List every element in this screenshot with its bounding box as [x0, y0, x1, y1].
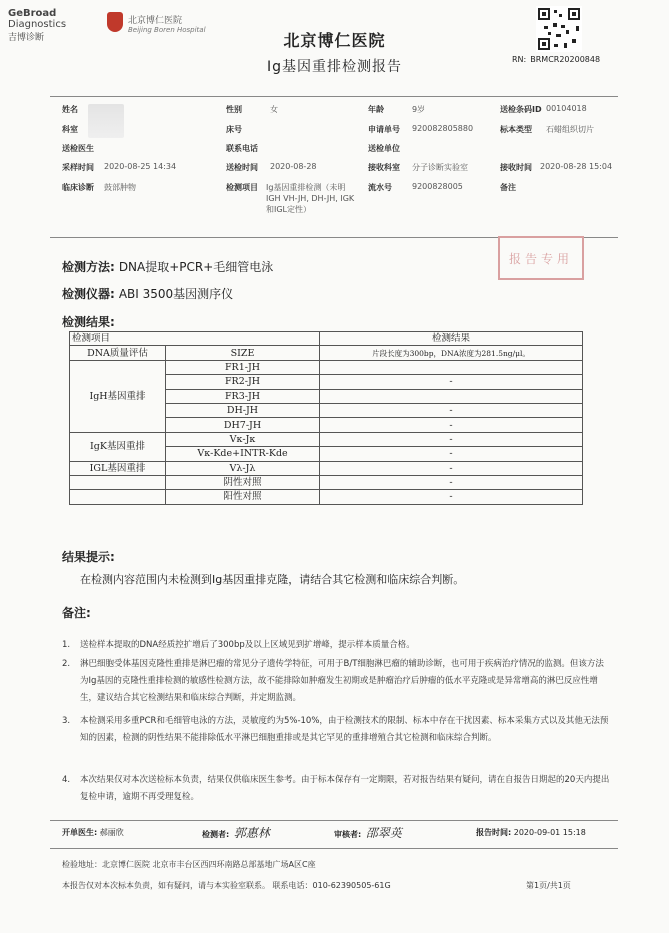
note-item — [62, 713, 610, 747]
igh-item: DH-JH — [166, 403, 320, 417]
name-label: 姓名 — [62, 105, 78, 114]
igk-item: Vκ-Jκ — [166, 432, 320, 446]
igh-item: FR2-JH — [166, 375, 320, 389]
notes-label: 备注: — [62, 606, 91, 620]
doctor-label: 送检医生 — [62, 144, 94, 153]
conclusion-text: 在检测内容范围内未检测到Ig基因重排克隆，请结合其它检测和临床综合判断。 — [80, 573, 465, 586]
igl-group: IGL基因重排 — [70, 461, 166, 475]
serial-label: 流水号 — [368, 183, 392, 192]
col-item-header: 检测项目 — [70, 332, 320, 346]
note-number: 1. — [62, 640, 71, 650]
unit-label: 送检单位 — [368, 144, 400, 153]
method-label: 检测方法: — [62, 260, 115, 274]
igh-item: FR1-JH — [166, 360, 320, 374]
qr-code-icon — [536, 6, 582, 52]
footer-address: 检验地址：北京博仁医院 北京市丰台区西四环南路总部基地广场A区C座 — [62, 860, 316, 869]
method-line — [62, 258, 273, 275]
igh-item: FR3-JH — [166, 389, 320, 403]
operator-label: 开单医生: — [62, 828, 98, 837]
bed-label: 床号 — [226, 125, 242, 134]
qc-item: SIZE — [166, 346, 320, 360]
divider-top — [50, 96, 618, 97]
diagnosis-value: 鼓部肿物 — [104, 183, 136, 192]
send-time-label: 送检时间 — [226, 163, 258, 172]
note-item — [62, 656, 610, 707]
igk-group: IgK基因重排 — [70, 432, 166, 461]
igk-result: - — [320, 432, 583, 446]
table-row — [70, 346, 583, 360]
serial-value: 9200828005 — [412, 182, 463, 191]
remark-label: 备注 — [500, 183, 516, 192]
items-value: Ig基因重排检测（未明IGH VH-JH, DH-JH, IGK和IGL定性） — [266, 183, 355, 214]
dept-label: 科室 — [62, 125, 78, 134]
qc-result: 片段长度为300bp，DNA浓度为281.5ng/μl。 — [320, 346, 583, 360]
age-value: 9岁 — [412, 105, 426, 114]
neg-result: - — [320, 475, 583, 489]
table-row — [70, 475, 583, 489]
note-text: 送检样本提取的DNA经质控扩增后了300bp及以上区域见到扩增峰，提示样本质量合格。 — [80, 640, 415, 650]
hospital-logo-cn: 北京博仁医院 — [128, 16, 183, 26]
note-item — [62, 637, 610, 654]
divider-sign — [50, 820, 618, 821]
note-text: 本检测采用多重PCR和毛细管电泳的方法，灵敏度约为5%-10%，由于检测技术的限制、标本中存在干扰因素、标本采集方式以及其他无法预知的因素，检测的阴性结果不能排除低水平淋巴细胞重排或是其它罕见的重排增殖合其它检测和临床综合判断。 — [80, 716, 609, 743]
igh-result: - — [320, 375, 583, 389]
igh-result — [320, 360, 583, 374]
receive-unit-label: 接收科室 — [368, 163, 400, 172]
send-time-value: 2020-08-28 — [270, 162, 317, 171]
report-number — [512, 55, 600, 64]
pos-control: 阳性对照 — [166, 490, 320, 504]
diagnosis-label: 临床诊断 — [62, 183, 94, 192]
results-table — [69, 331, 583, 505]
note-text: 本次结果仅对本次送检标本负责，结果仅供临床医生参考。由于标本保存有一定期限，若对报告结果有疑问，请在自报告日期起的20天内提出复检申请，逾期不再受理复检。 — [80, 775, 610, 802]
table-row — [70, 490, 583, 504]
hospital-name: 北京博仁医院 — [283, 31, 386, 50]
sex-value: 女 — [270, 105, 278, 114]
hospital-logo-en: Beijing Boren Hospital — [128, 26, 206, 34]
conclusion-label: 结果提示: — [62, 550, 115, 564]
igk-result: - — [320, 447, 583, 461]
method-value: DNA提取+PCR+毛细管电泳 — [118, 260, 274, 274]
instrument-line — [62, 285, 233, 302]
apply-no-label: 申请单号 — [368, 125, 400, 134]
page-number: 第1页/共1页 — [526, 881, 571, 890]
operator-sig — [62, 827, 124, 838]
reviewer-label: 审核者: — [334, 830, 362, 839]
barcode-value: 00104018 — [546, 104, 587, 113]
report-time — [476, 827, 586, 838]
reviewer-signature: 邵翠英 — [365, 826, 402, 840]
sample-time-label: 采样时间 — [62, 163, 94, 172]
receive-time-label: 接收时间 — [500, 163, 532, 172]
report-time-label: 报告时间: — [476, 828, 512, 837]
igk-item: Vκ-Kde+INTR-Kde — [166, 447, 320, 461]
redacted-name — [88, 104, 124, 138]
sample-time-value: 2020-08-25 14:34 — [104, 162, 177, 171]
igh-result — [320, 389, 583, 403]
apply-no-value: 920082805880 — [412, 124, 474, 133]
note-number: 3. — [62, 716, 71, 726]
barcode-label: 送检条码ID — [500, 105, 542, 114]
sample-type-value: 石蜡组织切片 — [546, 125, 594, 134]
logo-line3: 吉博诊断 — [8, 33, 45, 43]
report-stamp: 报告专用 — [498, 236, 584, 280]
igh-result: - — [320, 418, 583, 432]
note-number: 2. — [62, 659, 71, 669]
sample-type-label: 标本类型 — [500, 125, 532, 134]
sex-label: 性别 — [226, 105, 242, 114]
igh-group: IgH基因重排 — [70, 360, 166, 432]
note-item — [62, 772, 610, 806]
divider-footer — [50, 848, 618, 849]
note-number: 4. — [62, 775, 71, 785]
table-row — [70, 461, 583, 475]
pos-result: - — [320, 490, 583, 504]
empty-cell — [70, 475, 166, 489]
neg-control: 阴性对照 — [166, 475, 320, 489]
results-label: 检测结果: — [62, 315, 115, 329]
igl-result: - — [320, 461, 583, 475]
report-time-value: 2020-09-01 15:18 — [513, 828, 586, 837]
receive-time-value: 2020-08-28 15:04 — [540, 162, 613, 171]
footer-disclaimer: 本报告仅对本次标本负责，如有疑问，请与本实验室联系。 联系电话：010-62390505-61G — [62, 881, 391, 890]
receive-unit-value: 分子诊断实验室 — [412, 163, 468, 172]
operator-value: 郝丽欣 — [99, 828, 124, 837]
rn-value: BRMCR20200848 — [530, 55, 601, 64]
rn-label: RN: — [512, 55, 527, 64]
tester-sig — [202, 824, 270, 841]
igh-item: DH7-JH — [166, 418, 320, 432]
reviewer-sig — [334, 824, 402, 841]
note-text: 淋巴细胞受体基因克隆性重排是淋巴瘤的常见分子遗传学特征，可用于B/T细胞淋巴瘤的辅助诊断，也可用于疾病治疗情况的监测。但该方法为Ig基因的克隆性重排检测的敏感性检测方法，故不能排除如肿瘤发生初期或是肿瘤治疗后肿瘤的低水平克隆或是异常增高的淋巴反应性增生，建议结合其它检测结果和临床综合判断，并定期监测。 — [80, 659, 604, 703]
age-label: 年龄 — [368, 105, 384, 114]
phone-label: 联系电话 — [226, 144, 258, 153]
instrument-label: 检测仪器: — [62, 287, 115, 301]
instrument-value: ABI 3500基因测序仪 — [118, 287, 234, 301]
col-result-header: 检测结果 — [320, 332, 583, 346]
logo-line1: GeBroad — [8, 8, 57, 19]
qc-group: DNA质量评估 — [70, 346, 166, 360]
logo-line2: Diagnostics — [8, 19, 67, 30]
report-title: Ig基因重排检测报告 — [266, 59, 402, 75]
empty-cell — [70, 490, 166, 504]
table-header-row — [70, 332, 583, 346]
table-row — [70, 432, 583, 446]
tester-label: 检测者: — [202, 830, 230, 839]
items-label: 检测项目 — [226, 183, 258, 192]
igl-item: Vλ-Jλ — [166, 461, 320, 475]
table-row — [70, 360, 583, 374]
tester-signature: 郭惠林 — [233, 826, 270, 840]
igh-result: - — [320, 403, 583, 417]
